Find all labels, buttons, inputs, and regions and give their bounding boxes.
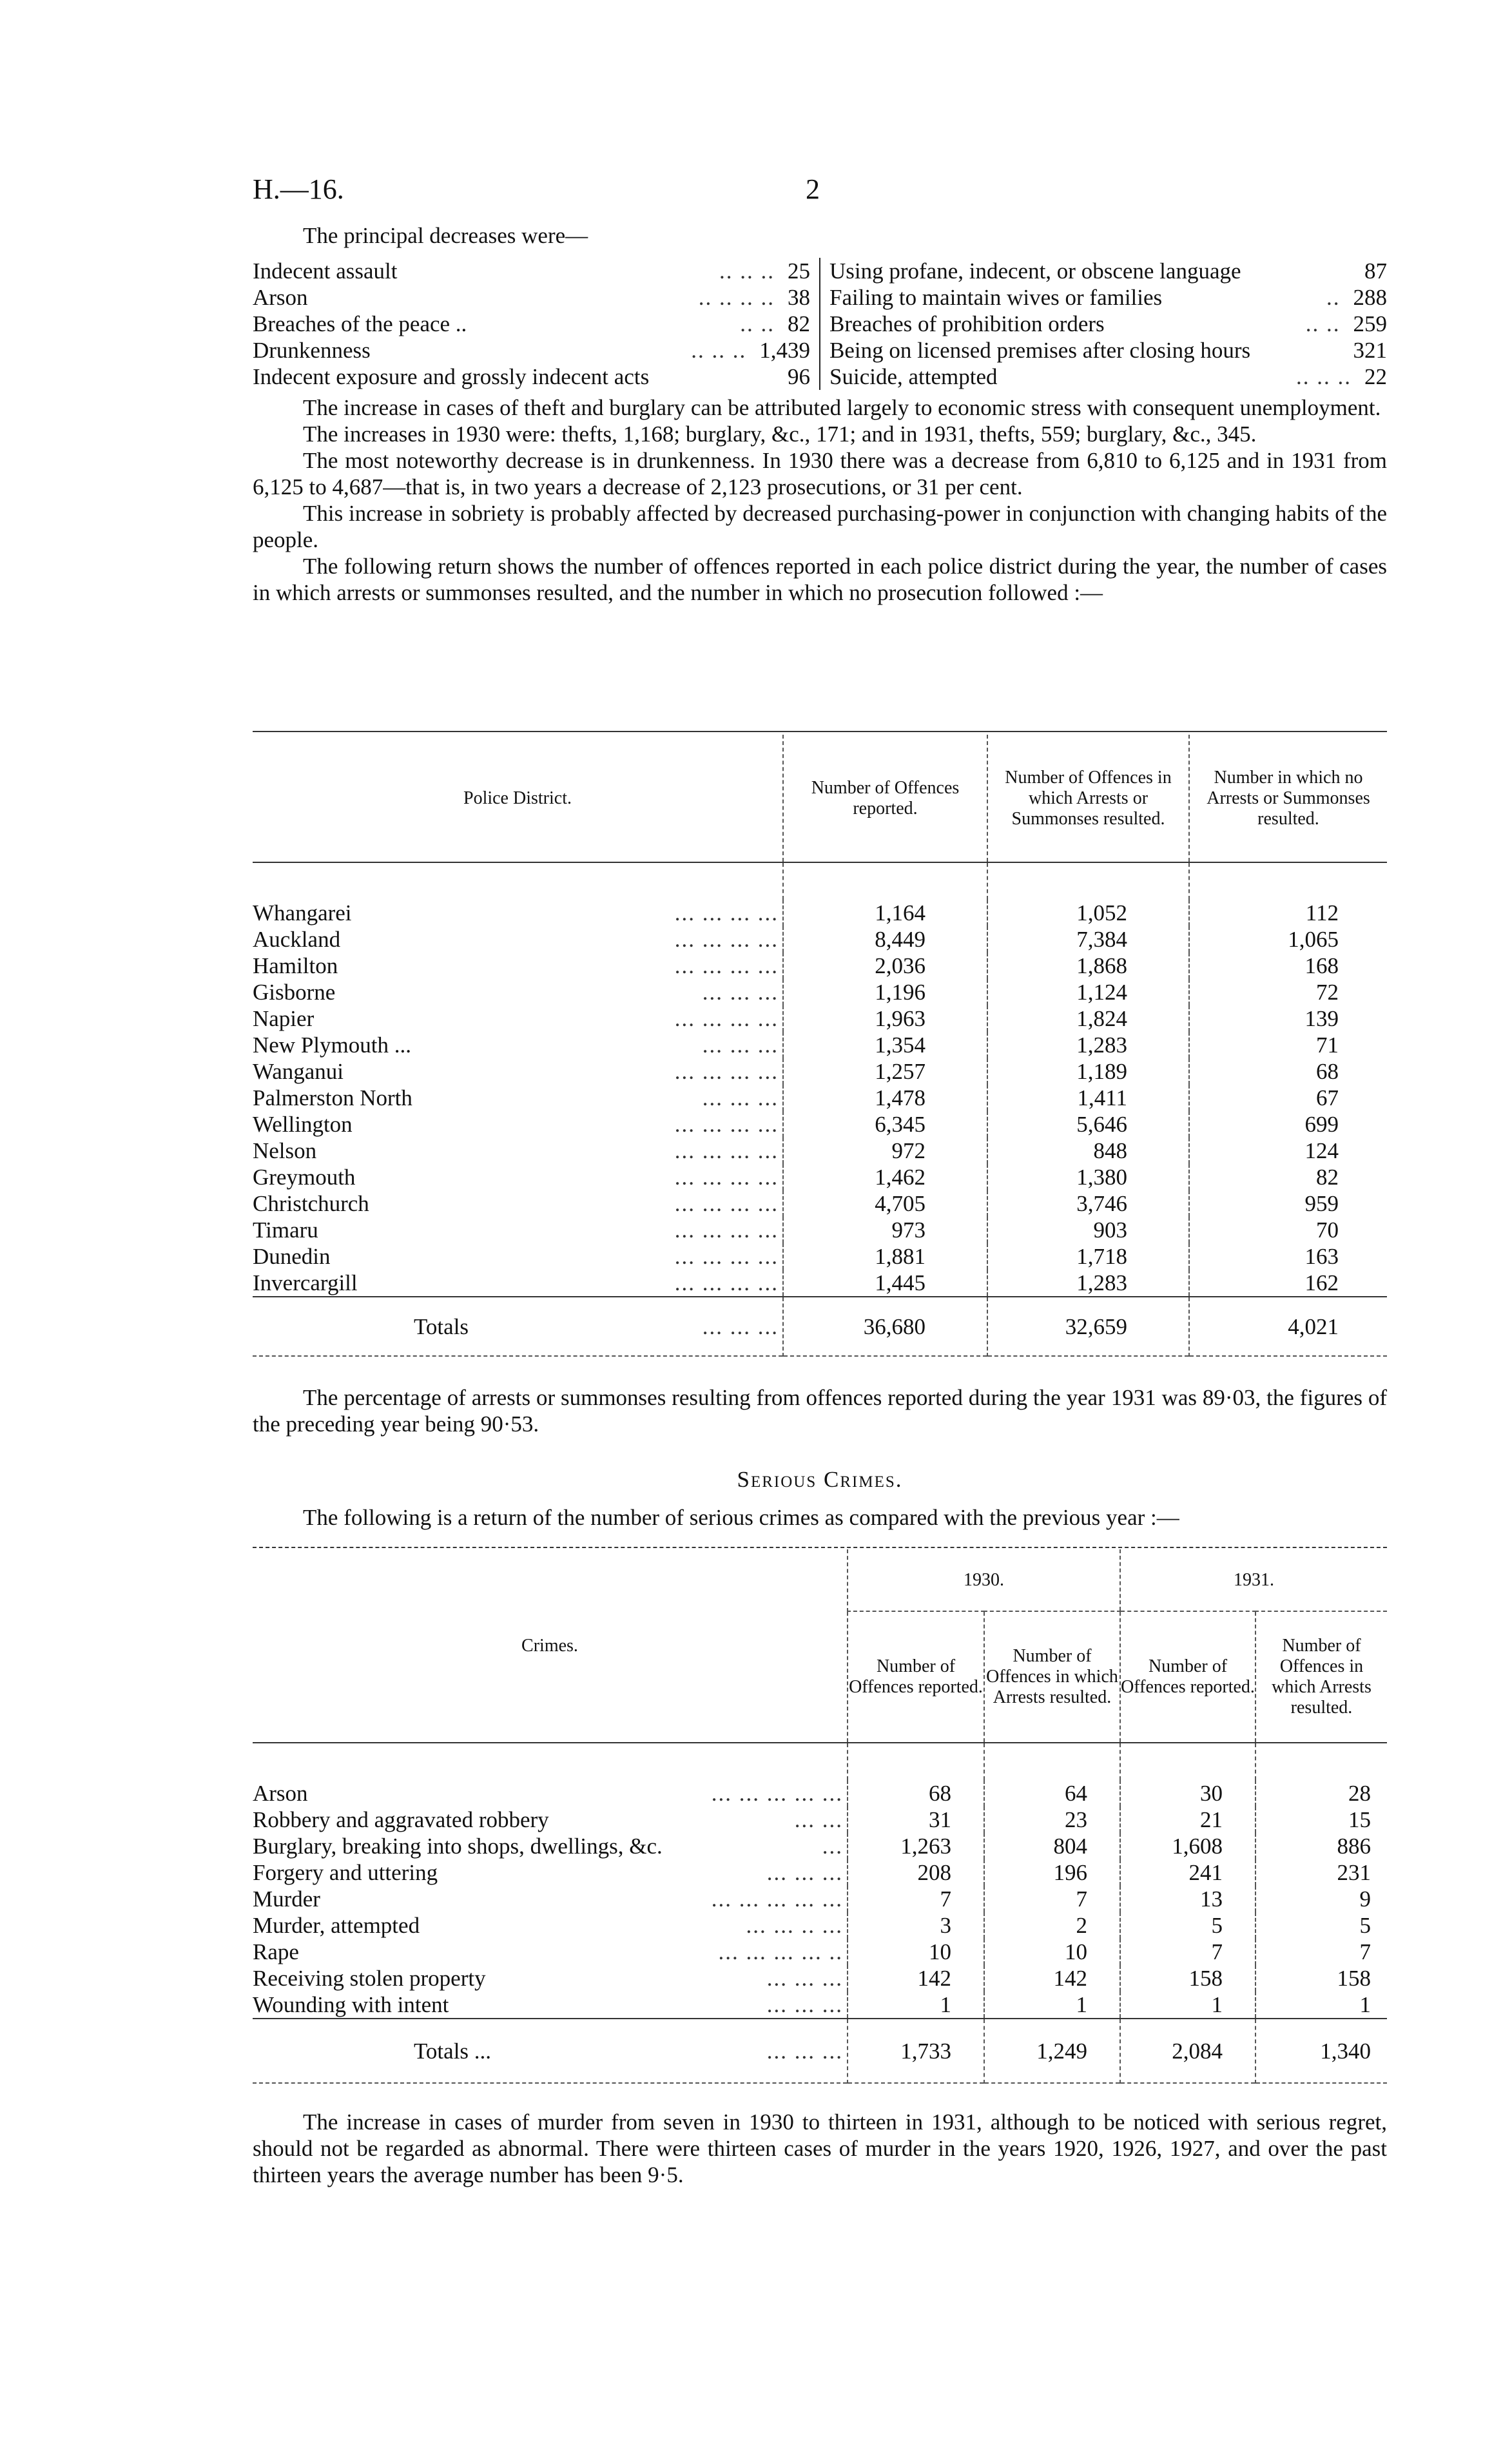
decreases-left-column	[253, 258, 820, 390]
decrease-item	[253, 363, 810, 390]
row-label: Greymouth	[253, 1165, 356, 1190]
leader-dots	[1250, 337, 1353, 363]
row-label: Rape	[253, 1939, 299, 1964]
leader-dots: ... ... ... ...	[674, 1165, 779, 1190]
row-label: Arson	[253, 1781, 308, 1806]
no-arrests: 1,065	[1189, 926, 1387, 953]
column-header-1931-arrests: Number of Offences in which Arrests resulted.	[1255, 1611, 1387, 1743]
arrests-1931: 5	[1255, 1912, 1387, 1939]
no-arrests: 124	[1189, 1138, 1387, 1164]
leader-dots: ... ... ... ... ...	[711, 1781, 843, 1806]
leader-dots: ...	[822, 1834, 843, 1859]
leader-dots: .. .. ..	[691, 338, 747, 363]
leader-dots: ... ... ... ...	[674, 927, 779, 952]
offences-reported: 1,462	[783, 1164, 987, 1190]
row-label: Forgery and uttering	[253, 1860, 438, 1885]
decreases-intro: The principal decreases were—	[303, 223, 588, 248]
column-header-1931-reported: Number of Offences reported.	[1120, 1611, 1255, 1743]
table-row	[253, 1217, 1387, 1243]
totals-row	[253, 1297, 1387, 1356]
row-label: Nelson	[253, 1138, 317, 1163]
row-label: New Plymouth ...	[253, 1032, 411, 1058]
row-label: Burglary, breaking into shops, dwellings, &c.	[253, 1834, 663, 1859]
arrests-1931: 231	[1255, 1859, 1387, 1886]
leader-dots: ... ... ... ...	[674, 953, 779, 978]
arrests-1930: 64	[984, 1780, 1120, 1807]
row-label: Robbery and aggravated robbery	[253, 1807, 549, 1832]
column-header-arrests: Number of Offences in which Arrests or Summonses resulted.	[987, 735, 1189, 862]
arrests-1931: 28	[1255, 1780, 1387, 1807]
leader-dots: ... ... ...	[766, 2038, 843, 2064]
arrests-1930: 1	[984, 1991, 1120, 2019]
row-label: Invercargill	[253, 1270, 358, 1295]
arrests-resulted: 1,718	[987, 1243, 1189, 1270]
leader-dots: .. .. ..	[1296, 364, 1352, 389]
no-arrests: 162	[1189, 1270, 1387, 1297]
decrease-item	[253, 311, 810, 337]
row-label: Murder	[253, 1886, 320, 1912]
row-label: Hamilton	[253, 953, 338, 978]
decrease-label: Suicide, attempted	[829, 364, 998, 389]
offences-reported: 6,345	[783, 1111, 987, 1138]
decrease-label: Being on licensed premises after closing hours	[829, 338, 1251, 363]
decreases-right-column	[820, 258, 1387, 390]
offences-reported: 1,478	[783, 1085, 987, 1111]
table-row	[253, 900, 1387, 926]
offences-reported: 1,196	[783, 979, 987, 1005]
row-label: Murder, attempted	[253, 1913, 420, 1938]
reported-1931: 7	[1120, 1939, 1255, 1965]
leader-dots: ... ... ... ... ..	[718, 1939, 843, 1964]
arrests-resulted: 1,380	[987, 1164, 1189, 1190]
reported-1930: 208	[848, 1859, 984, 1886]
arrests-1931: 7	[1255, 1939, 1387, 1965]
offences-reported: 973	[783, 1217, 987, 1243]
table-row	[253, 1939, 1387, 1965]
no-arrests: 163	[1189, 1243, 1387, 1270]
reported-1930: 142	[848, 1965, 984, 1991]
reported-1930: 1,263	[848, 1833, 984, 1859]
decrease-value: 288	[1353, 285, 1387, 310]
column-header-district: Police District.	[463, 788, 572, 808]
decrease-value: 82	[788, 311, 810, 336]
table-row	[253, 1780, 1387, 1807]
row-label: Dunedin	[253, 1244, 331, 1269]
arrests-1930: 7	[984, 1886, 1120, 1912]
no-arrests: 112	[1189, 900, 1387, 926]
table-row	[253, 1164, 1387, 1190]
decrease-item	[829, 337, 1387, 363]
decrease-value: 96	[788, 364, 810, 389]
reported-1931: 1,608	[1120, 1833, 1255, 1859]
paragraph-return-intro: The following return shows the number of offences reported in each police district during the year, the number of cases in which arrests or summonses resulted, and the number in which no prosecution followed :—	[253, 554, 1387, 605]
no-arrests: 82	[1189, 1164, 1387, 1190]
leader-dots: ... ... ...	[702, 1032, 779, 1058]
column-header-no-arrests: Number in which no Arrests or Summonses resulted.	[1189, 735, 1387, 862]
decrease-item	[253, 337, 810, 363]
table-row	[253, 979, 1387, 1005]
total-arrests: 32,659	[987, 1297, 1189, 1356]
decrease-label: Failing to maintain wives or families	[829, 285, 1163, 310]
leader-dots: ..	[1326, 285, 1341, 310]
offences-reported: 1,881	[783, 1243, 987, 1270]
offences-reported: 1,257	[783, 1058, 987, 1085]
decreases-list	[253, 258, 1387, 390]
total-reported-1931: 2,084	[1120, 2019, 1255, 2083]
reported-1931: 158	[1120, 1965, 1255, 1991]
offences-reported: 1,164	[783, 900, 987, 926]
decrease-value: 87	[1364, 258, 1387, 284]
table-row	[253, 1032, 1387, 1058]
leader-dots: ... ... ...	[766, 1860, 843, 1885]
decrease-item	[829, 311, 1387, 337]
arrests-1930: 2	[984, 1912, 1120, 1939]
leader-dots: .. .. .. ..	[698, 285, 775, 310]
offences-reported: 1,354	[783, 1032, 987, 1058]
decrease-label: Indecent assault	[253, 258, 398, 284]
offences-reported: 972	[783, 1138, 987, 1164]
table-row	[253, 1833, 1387, 1859]
arrests-1930: 196	[984, 1859, 1120, 1886]
decrease-label: Breaches of prohibition orders	[829, 311, 1105, 336]
leader-dots: .. ..	[1305, 311, 1341, 336]
row-label: Timaru	[253, 1217, 318, 1243]
arrests-resulted: 1,189	[987, 1058, 1189, 1085]
table-row	[253, 926, 1387, 953]
column-header-1930-reported: Number of Offences reported.	[848, 1611, 984, 1743]
decrease-value: 321	[1353, 338, 1387, 363]
arrests-resulted: 903	[987, 1217, 1189, 1243]
row-label: Christchurch	[253, 1191, 369, 1216]
leader-dots: .. ..	[740, 311, 775, 336]
arrests-resulted: 1,283	[987, 1270, 1189, 1297]
row-label: Napier	[253, 1006, 315, 1031]
decrease-label: Arson	[253, 285, 308, 310]
no-arrests: 72	[1189, 979, 1387, 1005]
row-label: Receiving stolen property	[253, 1966, 486, 1991]
offences-reported: 2,036	[783, 953, 987, 979]
column-header-crimes: Crimes.	[253, 1549, 848, 1743]
total-reported: 36,680	[783, 1297, 987, 1356]
no-arrests: 959	[1189, 1190, 1387, 1217]
arrests-resulted: 1,868	[987, 953, 1189, 979]
table-row	[253, 1085, 1387, 1111]
total-arrests-1930: 1,249	[984, 2019, 1120, 2083]
table-row	[253, 1859, 1387, 1886]
leader-dots: ... ... ... ...	[674, 1138, 779, 1163]
leader-dots: ... ... .. ...	[746, 1913, 843, 1938]
row-label: Wounding with intent	[253, 1992, 449, 2017]
row-label: Whangarei	[253, 900, 352, 925]
row-label: Wellington	[253, 1112, 353, 1137]
decrease-item	[829, 363, 1387, 390]
arrests-1930: 142	[984, 1965, 1120, 1991]
table2-top-rule	[253, 1547, 1387, 1548]
row-label: Gisborne	[253, 980, 336, 1005]
decrease-value: 25	[788, 258, 810, 284]
paragraph-economic-stress: The increase in cases of theft and burglary can be attributed largely to economic stress with consequent unemployment.	[303, 395, 1381, 420]
decrease-item	[829, 258, 1387, 284]
arrests-resulted: 3,746	[987, 1190, 1189, 1217]
arrests-1931: 886	[1255, 1833, 1387, 1859]
paragraph-sobriety: This increase in sobriety is probably affected by decreased purchasing-power in conjunction with changing habits of the people.	[253, 501, 1387, 552]
row-label: Auckland	[253, 927, 341, 952]
leader-dots: ... ... ... ... ...	[711, 1886, 843, 1912]
police-district-table	[253, 735, 1387, 1357]
page-number: 2	[806, 173, 820, 205]
leader-dots: ... ... ...	[766, 1966, 843, 1991]
leader-dots: ... ... ...	[702, 1313, 779, 1339]
arrests-1931: 15	[1255, 1807, 1387, 1833]
table-row	[253, 1886, 1387, 1912]
decrease-item	[829, 284, 1387, 311]
reported-1930: 10	[848, 1939, 984, 1965]
arrests-resulted: 1,824	[987, 1005, 1189, 1032]
table-row	[253, 1243, 1387, 1270]
decrease-label: Breaches of the peace ..	[253, 311, 467, 336]
reported-1931: 30	[1120, 1780, 1255, 1807]
table-row	[253, 1138, 1387, 1164]
arrests-1930: 23	[984, 1807, 1120, 1833]
leader-dots: ... ... ... ...	[674, 1217, 779, 1243]
offences-reported: 1,963	[783, 1005, 987, 1032]
decrease-value: 38	[788, 285, 810, 310]
reported-1930: 1	[848, 1991, 984, 2019]
leader-dots: ... ... ... ...	[674, 1244, 779, 1269]
leader-dots: ... ... ... ...	[674, 1059, 779, 1084]
row-label: Palmerston North	[253, 1085, 412, 1110]
table-row	[253, 1111, 1387, 1138]
no-arrests: 67	[1189, 1085, 1387, 1111]
table-row	[253, 1058, 1387, 1085]
arrests-1931: 158	[1255, 1965, 1387, 1991]
document-reference: H.—16.	[253, 173, 344, 205]
reported-1931: 13	[1120, 1886, 1255, 1912]
decrease-item	[253, 284, 810, 311]
decrease-label: Using profane, indecent, or obscene language	[829, 258, 1241, 284]
leader-dots: ... ... ... ...	[674, 1191, 779, 1216]
reported-1930: 68	[848, 1780, 984, 1807]
reported-1930: 3	[848, 1912, 984, 1939]
decrease-value: 22	[1364, 364, 1387, 389]
no-arrests: 70	[1189, 1217, 1387, 1243]
offences-reported: 8,449	[783, 926, 987, 953]
table-row	[253, 953, 1387, 979]
arrests-1931: 1	[1255, 1991, 1387, 2019]
paragraph-murder: The increase in cases of murder from seven in 1930 to thirteen in 1931, although to be noticed with serious regret, should not be regarded as abnormal. There were thirteen cases of murder in the years 1920, 1926, 1927, and over the past thirteen years the average number has been 9·5.	[253, 2109, 1387, 2187]
no-arrests: 71	[1189, 1032, 1387, 1058]
serious-crimes-table	[253, 1549, 1387, 2084]
year-header-1931: 1931.	[1120, 1549, 1387, 1611]
total-arrests-1931: 1,340	[1255, 2019, 1387, 2083]
arrests-resulted: 7,384	[987, 926, 1189, 953]
reported-1931: 241	[1120, 1859, 1255, 1886]
paragraph-increases: The increases in 1930 were: thefts, 1,168; burglary, &c., 171; and in 1931, thefts, 559; burglary, &c., 345.	[303, 422, 1257, 447]
totals-label: Totals	[414, 1313, 469, 1339]
leader-dots: ... ... ... ...	[674, 1112, 779, 1137]
leader-dots: ... ... ... ...	[674, 900, 779, 925]
leader-dots: ... ... ... ...	[674, 1006, 779, 1031]
leader-dots: ... ... ...	[702, 1085, 779, 1110]
decrease-value: 259	[1353, 311, 1387, 336]
arrests-resulted: 1,411	[987, 1085, 1189, 1111]
decrease-item	[253, 258, 810, 284]
arrests-resulted: 1,052	[987, 900, 1189, 926]
table-top-rule	[253, 731, 1387, 732]
arrests-1931: 9	[1255, 1886, 1387, 1912]
column-header-reported: Number of Offences reported.	[783, 735, 987, 862]
table-row	[253, 1807, 1387, 1833]
table-row	[253, 1991, 1387, 2019]
table-row	[253, 1965, 1387, 1991]
leader-dots: ... ...	[794, 1807, 843, 1832]
leader-dots: .. .. ..	[719, 258, 775, 284]
totals-label: Totals ...	[414, 2038, 492, 2064]
no-arrests: 68	[1189, 1058, 1387, 1085]
reported-1931: 5	[1120, 1912, 1255, 1939]
no-arrests: 168	[1189, 953, 1387, 979]
paragraph-drunkenness: The most noteworthy decrease is in drunkenness. In 1930 there was a decrease from 6,810 to 6,125 and in 1931 from 6,125 to 4,687—that is, in two years a decrease of 2,123 prosecutions, or 31 per cent.	[253, 448, 1387, 499]
reported-1930: 7	[848, 1886, 984, 1912]
no-arrests: 139	[1189, 1005, 1387, 1032]
leader-dots: ... ... ...	[702, 980, 779, 1005]
paragraph-percentage: The percentage of arrests or summonses resulting from offences reported during the year 1931 was 89·03, the figures of the preceding year being 90·53.	[253, 1385, 1387, 1437]
total-reported-1930: 1,733	[848, 2019, 984, 2083]
total-no-arrests: 4,021	[1189, 1297, 1387, 1356]
totals-row	[253, 2019, 1387, 2083]
table-row	[253, 1190, 1387, 1217]
arrests-resulted: 1,283	[987, 1032, 1189, 1058]
arrests-1930: 804	[984, 1833, 1120, 1859]
arrests-resulted: 1,124	[987, 979, 1189, 1005]
row-label: Wanganui	[253, 1059, 344, 1084]
section-title-serious-crimes: Serious Crimes.	[737, 1467, 903, 1492]
reported-1931: 1	[1120, 1991, 1255, 2019]
body-text-1	[253, 394, 1387, 606]
offences-reported: 1,445	[783, 1270, 987, 1297]
reported-1930: 31	[848, 1807, 984, 1833]
arrests-1930: 10	[984, 1939, 1120, 1965]
offences-reported: 4,705	[783, 1190, 987, 1217]
table-row	[253, 1270, 1387, 1297]
decrease-label: Indecent exposure and grossly indecent acts	[253, 364, 650, 389]
leader-dots: ... ... ...	[766, 1992, 843, 2017]
leader-dots	[649, 363, 788, 390]
arrests-resulted: 5,646	[987, 1111, 1189, 1138]
leader-dots: ... ... ... ...	[674, 1270, 779, 1295]
table-row	[253, 1005, 1387, 1032]
reported-1931: 21	[1120, 1807, 1255, 1833]
no-arrests: 699	[1189, 1111, 1387, 1138]
column-header-1930-arrests: Number of Offences in which Arrests resulted.	[984, 1611, 1120, 1743]
leader-dots	[1241, 258, 1364, 284]
decrease-label: Drunkenness	[253, 338, 371, 363]
table-row	[253, 1912, 1387, 1939]
decrease-value: 1,439	[759, 338, 810, 363]
paragraph-serious-intro: The following is a return of the number of serious crimes as compared with the previous year :—	[303, 1505, 1179, 1530]
year-header-1930: 1930.	[848, 1549, 1120, 1611]
arrests-resulted: 848	[987, 1138, 1189, 1164]
